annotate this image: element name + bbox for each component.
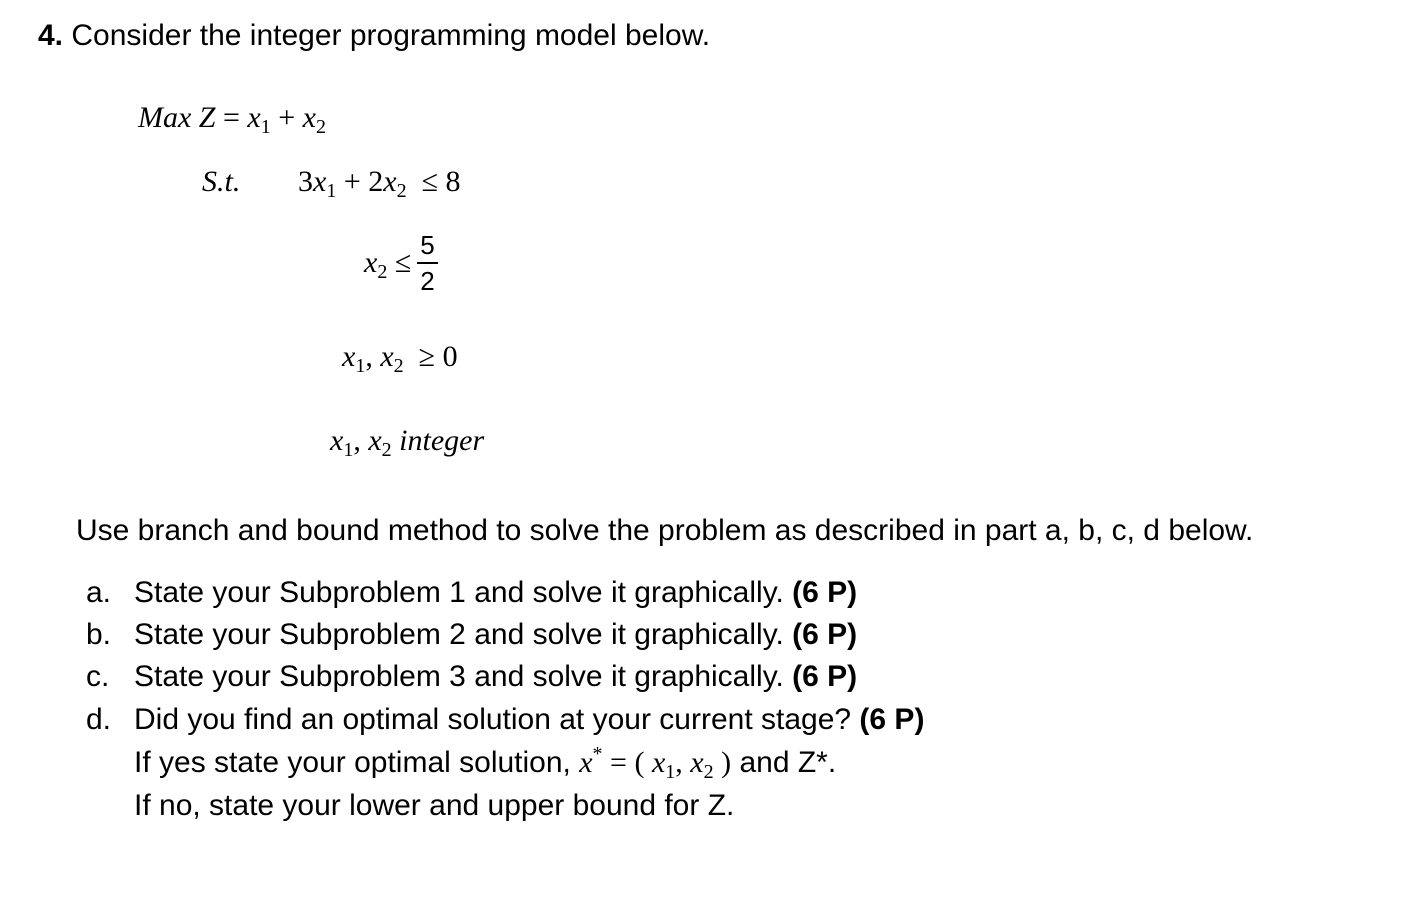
part-b: b. State your Subproblem 2 and solve it graphically. (6 P): [86, 618, 858, 651]
question-title: Consider the integer programming model below.: [71, 19, 711, 52]
fraction: $\frac{5}{2}$: [417, 230, 437, 296]
part-a: a. State your Subproblem 1 and solve it graphically. (6 P): [86, 576, 858, 609]
constraint-1: $3x_1 + 2x_2 \le 8$: [298, 165, 461, 202]
objective-function: Max $Z = x_1 + x_2$: [138, 101, 326, 138]
subject-to-label: S.t.: [202, 165, 241, 198]
optimal-solution-expression: x* = ( $x_1$, $x_2$ ): [579, 743, 732, 783]
question-heading: [38, 16, 710, 56]
constraint-nonnegativity: $x_1$, $x_2 \ge 0$: [342, 340, 458, 377]
constraint-integer: $x_1$, $x_2$ integer: [330, 424, 485, 461]
question-number: 4.: [38, 19, 64, 52]
constraint-2: $x_2$ ≤ $\frac{5}{2}$: [364, 230, 438, 302]
part-d-yes-line: If yes state your optimal solution, x* = ( $x_1$, $x_2$ ) and Z*.: [134, 743, 837, 783]
part-d: d. Did you find an optimal solution at your current stage? (6 P): [86, 703, 925, 736]
instruction-text: Use branch and bound method to solve the problem as described in part a, b, c, d below.: [76, 514, 1254, 547]
part-d-no-line: If no, state your lower and upper bound for Z.: [134, 789, 735, 822]
part-c: c. State your Subproblem 3 and solve it graphically. (6 P): [86, 660, 858, 693]
